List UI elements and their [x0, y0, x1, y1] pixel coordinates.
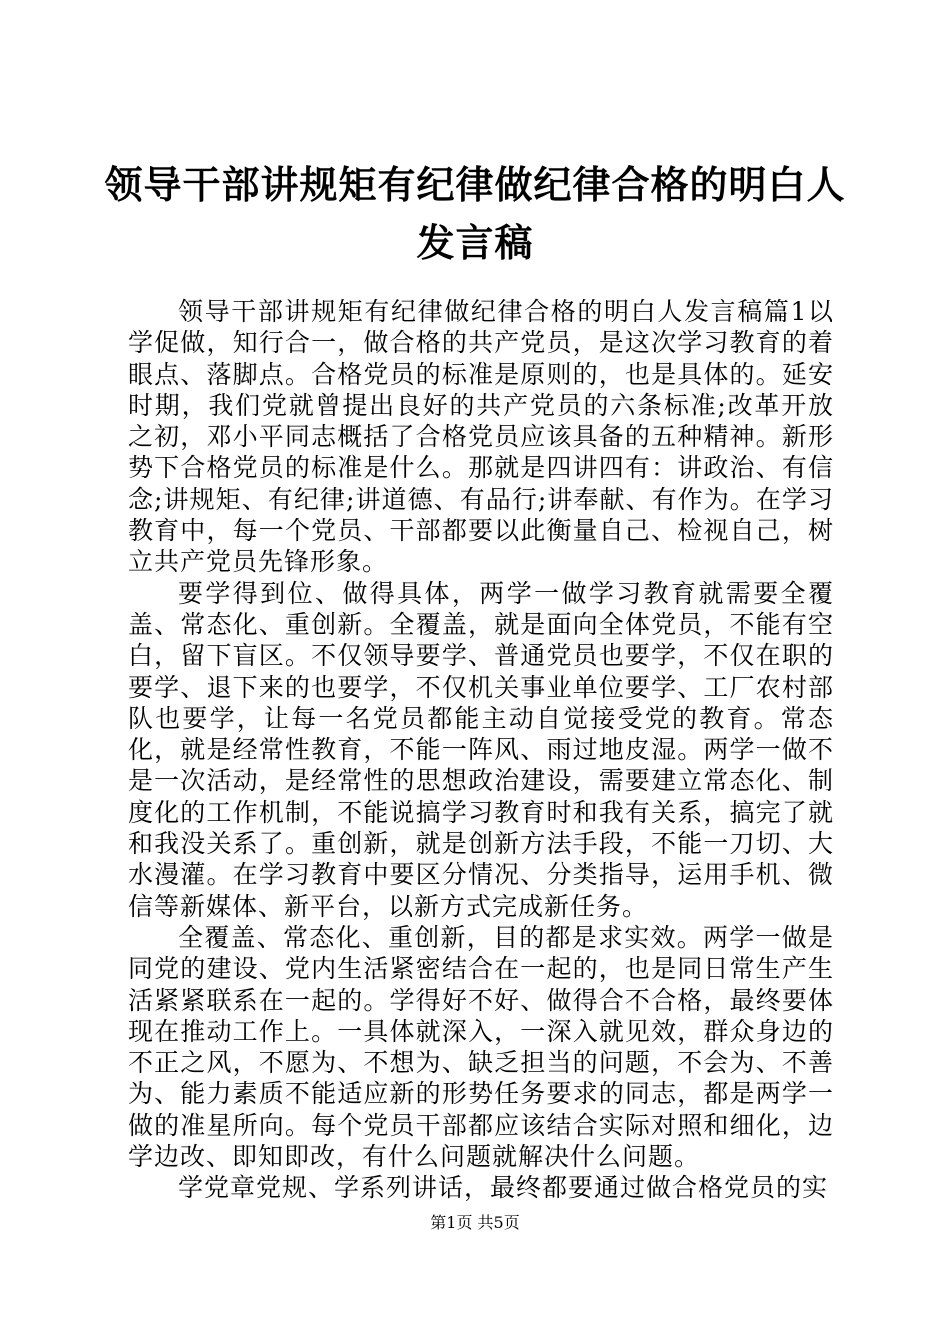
paragraph-3: 全覆盖、常态化、重创新，目的都是求实效。两学一做是同党的建设、党内生活紧密结合在一起的，也是同日常生产生活紧紧联系在一起的。学得好不好、做得合不合格，最终要体现在推动工作上。一具体就深入，一深入就见效，群众身边的不正之风，不愿为、不想为、缺乏担当的问题，不会为、不善为、能力素质不能适应新的形势任务要求的同志，都是两学一做的准星所向。每个党员干部都应该结合实际对照和细化，边学边改、即知即改，有什么问题就解决什么问题。 [128, 922, 834, 1172]
page-number-footer: 第1页 共5页 [430, 1213, 520, 1232]
paragraph-2: 要学得到位、做得具体，两学一做学习教育就需要全覆盖、常态化、重创新。全覆盖，就是面向全体党员，不能有空白，留下盲区。不仅领导要学、普通党员也要学，不仅在职的要学、退下来的也要学，不仅机关事业单位要学、工厂农村部队也要学，让每一名党员都能主动自觉接受党的教育。常态化，就是经常性教育，不能一阵风、雨过地皮湿。两学一做不是一次活动，是经常性的思想政治建设，需要建立常态化、制度化的工作机制，不能说搞学习教育时和我有关系，搞完了就和我没关系了。重创新，就是创新方法手段，不能一刀切、大水漫灌。在学习教育中要区分情况、分类指导，运用手机、微信等新媒体、新平台，以新方式完成新任务。 [128, 578, 834, 921]
document-body [128, 296, 834, 1204]
paragraph-4: 学党章党规、学系列讲话，最终都要通过做合格党员的实 [178, 1173, 829, 1203]
paragraph-1: 领导干部讲规矩有纪律做纪律合格的明白人发言稿篇1以学促做，知行合一，做合格的共产党员，是这次学习教育的着眼点、落脚点。合格党员的标准是原则的，也是具体的。延安时期，我们党就曾提出良好的共产党员的六条标准;改革开放之初，邓小平同志概括了合格党员应该具备的五种精神。新形势下合格党员的标准是什么。那就是四讲四有：讲政治、有信念;讲规矩、有纪律;讲道德、有品行;讲奉献、有作为。在学习教育中，每一个党员、干部都要以此衡量自己、检视自己，树立共产党员先锋形象。 [128, 297, 834, 577]
document-title: 领导干部讲规矩有纪律做纪律合格的明白人发言稿 [104, 162, 846, 265]
